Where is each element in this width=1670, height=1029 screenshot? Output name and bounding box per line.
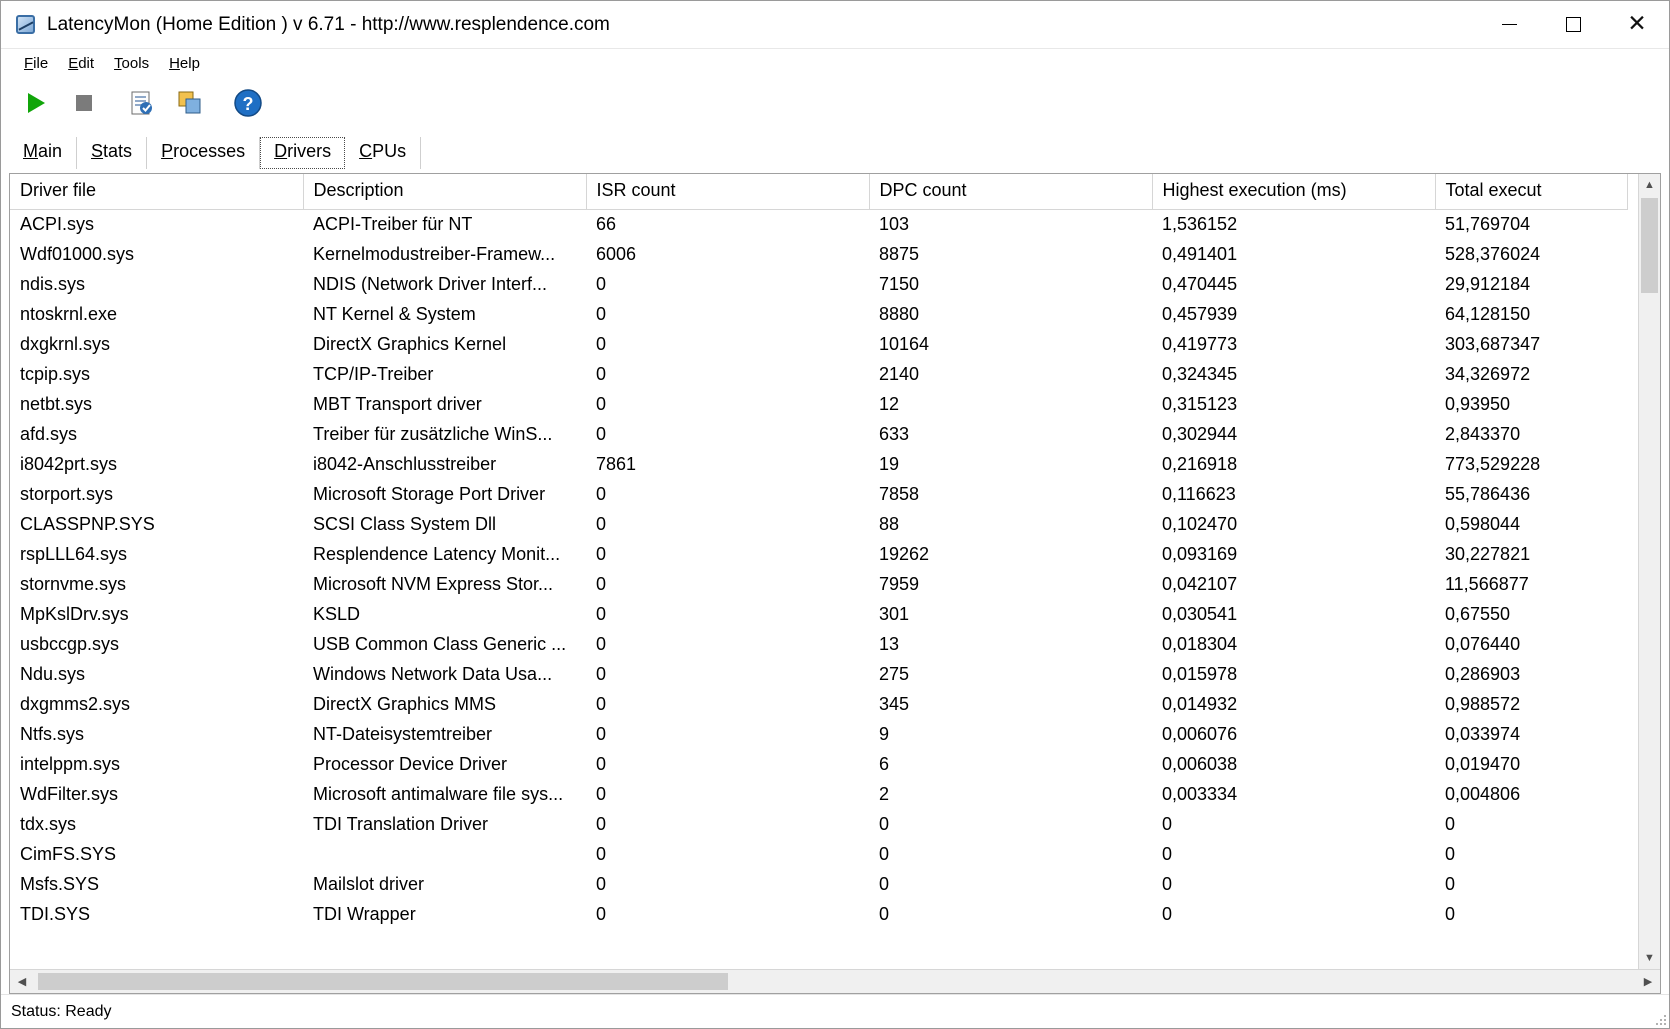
- drivers-table-viewport[interactable]: [10, 174, 1638, 969]
- table-cell: ntoskrnl.exe: [20, 303, 118, 324]
- table-cell: SCSI Class System Dll: [313, 513, 497, 534]
- latencymon-icon: [15, 14, 37, 36]
- table-cell: Ndu.sys: [20, 663, 86, 684]
- table-cell: 0: [596, 723, 607, 744]
- table-cell: Resplendence Latency Monit...: [313, 543, 561, 564]
- column-header-driver-file[interactable]: Driver file: [10, 174, 303, 209]
- table-cell: tdx.sys: [20, 813, 77, 834]
- table-cell: 0: [596, 513, 607, 534]
- table-cell: 633: [879, 423, 910, 444]
- table-cell: 0: [596, 663, 607, 684]
- table-cell: 0: [596, 363, 607, 384]
- table-cell: Microsoft Storage Port Driver: [313, 483, 546, 504]
- table-cell: 19262: [879, 543, 930, 564]
- table-cell: 0,216918: [1162, 453, 1238, 474]
- table-cell: 0,019470: [1445, 753, 1521, 774]
- table-cell: intelppm.sys: [20, 753, 121, 774]
- table-cell: tcpip.sys: [20, 363, 91, 384]
- table-cell: TDI Translation Driver: [313, 813, 489, 834]
- table-cell: netbt.sys: [20, 393, 93, 414]
- table-cell: 8875: [879, 243, 920, 264]
- table-cell: 0: [596, 873, 607, 894]
- table-cell: Microsoft NVM Express Stor...: [313, 573, 554, 594]
- stop-icon: [76, 95, 92, 111]
- table-cell: Kernelmodustreiber-Framew...: [313, 243, 556, 264]
- table-cell: 0,033974: [1445, 723, 1521, 744]
- table-cell: dxgkrnl.sys: [20, 333, 111, 354]
- table-cell: 0: [596, 543, 607, 564]
- table-row[interactable]: [10, 539, 1627, 569]
- table-cell: 12: [879, 393, 900, 414]
- scroll-down-button[interactable]: ▼: [1639, 947, 1660, 969]
- vertical-scroll-track[interactable]: [1639, 196, 1660, 947]
- table-cell: 0: [596, 303, 607, 324]
- table-cell: usbccgp.sys: [20, 633, 120, 654]
- table-cell: i8042-Anschlusstreiber: [313, 453, 497, 474]
- table-cell: 0: [596, 603, 607, 624]
- table-cell: 34,326972: [1445, 363, 1531, 384]
- vertical-scroll-thumb[interactable]: [1641, 198, 1658, 293]
- table-cell: 275: [879, 663, 910, 684]
- tab-drivers[interactable]: Drivers: [260, 137, 345, 169]
- table-cell: 0: [596, 813, 607, 834]
- table-cell: ndis.sys: [20, 273, 86, 294]
- table-cell: 0: [596, 273, 607, 294]
- tab-processes[interactable]: Processes: [147, 137, 260, 169]
- table-cell: afd.sys: [20, 423, 78, 444]
- table-cell: 0: [596, 693, 607, 714]
- table-cell: 0,324345: [1162, 363, 1238, 384]
- table-cell: 0,003334: [1162, 783, 1238, 804]
- table-row[interactable]: [10, 209, 1627, 239]
- table-cell: 0: [879, 813, 890, 834]
- table-cell: 2: [879, 783, 890, 804]
- scroll-up-button[interactable]: ▲: [1639, 174, 1660, 196]
- horizontal-scroll-track[interactable]: [34, 970, 1636, 993]
- table-row[interactable]: [10, 359, 1627, 389]
- table-cell: 7959: [879, 573, 920, 594]
- table-cell: WdFilter.sys: [20, 783, 119, 804]
- table-cell: 0: [596, 633, 607, 654]
- table-cell: 2,843370: [1445, 423, 1521, 444]
- help-button[interactable]: [227, 82, 269, 124]
- table-cell: 345: [879, 693, 910, 714]
- table-cell: 0,014932: [1162, 693, 1238, 714]
- table-header-row: [10, 174, 1627, 209]
- table-cell: 0: [1162, 903, 1173, 924]
- table-row[interactable]: [10, 509, 1627, 539]
- table-cell: 0,302944: [1162, 423, 1238, 444]
- help-icon: [232, 87, 264, 119]
- table-cell: 7861: [596, 453, 637, 474]
- table-cell: [303, 839, 586, 869]
- table-cell: stornvme.sys: [20, 573, 127, 594]
- stop-monitoring-button[interactable]: [63, 82, 105, 124]
- table-cell: NT-Dateisystemtreiber: [313, 723, 493, 744]
- table-cell: 51,769704: [1445, 213, 1531, 234]
- table-cell: 0,018304: [1162, 633, 1238, 654]
- table-cell: 11,566877: [1445, 573, 1529, 594]
- table-cell: NT Kernel & System: [313, 303, 476, 324]
- table-cell: 0: [596, 843, 607, 864]
- table-cell: Mailslot driver: [313, 873, 425, 894]
- table-cell: TDI Wrapper: [313, 903, 416, 924]
- copy-button[interactable]: [169, 82, 211, 124]
- table-row[interactable]: [10, 689, 1627, 719]
- table-cell: 7858: [879, 483, 920, 504]
- window-controls: [1477, 1, 1669, 48]
- table-row[interactable]: [10, 239, 1627, 269]
- table-cell: NDIS (Network Driver Interf...: [313, 273, 548, 294]
- table-cell: 0,102470: [1162, 513, 1238, 534]
- table-row[interactable]: [10, 719, 1627, 749]
- table-row[interactable]: [10, 749, 1627, 779]
- table-cell: Wdf01000.sys: [20, 243, 135, 264]
- table-cell: 0,042107: [1162, 573, 1238, 594]
- table-cell: 13: [879, 633, 900, 654]
- table-row[interactable]: [10, 869, 1627, 899]
- table-cell: MBT Transport driver: [313, 393, 482, 414]
- table-cell: 55,786436: [1445, 483, 1531, 504]
- drivers-table-panel: [9, 173, 1661, 994]
- table-cell: 6: [879, 753, 890, 774]
- table-cell: KSLD: [313, 603, 361, 624]
- table-cell: 0,015978: [1162, 663, 1238, 684]
- minimize-button[interactable]: [1477, 1, 1541, 48]
- table-cell: 0: [1445, 843, 1456, 864]
- table-row[interactable]: [10, 779, 1627, 809]
- table-cell: rspLLL64.sys: [20, 543, 128, 564]
- table-row[interactable]: [10, 419, 1627, 449]
- table-cell: Microsoft antimalware file sys...: [313, 783, 564, 804]
- column-header-dpc-count[interactable]: DPC count: [869, 174, 1152, 209]
- copy-icon: [175, 88, 205, 118]
- table-cell: 0: [879, 873, 890, 894]
- table-cell: DirectX Graphics Kernel: [313, 333, 507, 354]
- table-cell: Ntfs.sys: [20, 723, 85, 744]
- table-row[interactable]: [10, 569, 1627, 599]
- table-cell: Windows Network Data Usa...: [313, 663, 553, 684]
- table-cell: 103: [879, 213, 910, 234]
- table-cell: 30,227821: [1445, 543, 1531, 564]
- table-cell: 0,286903: [1445, 663, 1521, 684]
- table-cell: 2140: [879, 363, 920, 384]
- scroll-right-button[interactable]: ▶: [1643, 976, 1653, 988]
- report-button[interactable]: [121, 82, 163, 124]
- maximize-button[interactable]: [1541, 1, 1605, 48]
- table-cell: 0,006038: [1162, 753, 1238, 774]
- table-row[interactable]: [10, 299, 1627, 329]
- table-cell: 7150: [879, 273, 920, 294]
- tab-main[interactable]: Main: [9, 137, 77, 169]
- close-button[interactable]: ✕: [1627, 11, 1647, 37]
- table-cell: 29,912184: [1445, 273, 1531, 294]
- table-cell: 0,419773: [1162, 333, 1238, 354]
- table-cell: 0,470445: [1162, 273, 1238, 294]
- table-cell: Treiber für zusätzliche WinS...: [313, 423, 553, 444]
- scroll-left-button[interactable]: ◀: [17, 976, 27, 988]
- table-cell: 0: [596, 573, 607, 594]
- table-row[interactable]: [10, 809, 1627, 839]
- table-cell: 0: [879, 903, 890, 924]
- menu-item-tools[interactable]: Tools: [114, 54, 150, 72]
- menu-item-help[interactable]: Help: [169, 54, 200, 72]
- column-header-description[interactable]: Description: [303, 174, 586, 209]
- table-cell: CimFS.SYS: [20, 843, 117, 864]
- table-cell: Processor Device Driver: [313, 753, 508, 774]
- table-cell: CLASSPNP.SYS: [20, 513, 155, 534]
- table-cell: 0,004806: [1445, 783, 1521, 804]
- table-row[interactable]: [10, 599, 1627, 629]
- menu-bar: [1, 49, 1669, 77]
- table-cell: 0,030541: [1162, 603, 1238, 624]
- table-cell: 0,076440: [1445, 633, 1521, 654]
- table-cell: 0,93950: [1445, 393, 1511, 414]
- horizontal-scroll-thumb[interactable]: [38, 973, 728, 990]
- table-row[interactable]: [10, 449, 1627, 479]
- resize-grip-icon[interactable]: [1653, 1012, 1667, 1026]
- svg-text:?: ?: [242, 93, 254, 114]
- table-cell: 6006: [596, 243, 637, 264]
- table-cell: 0: [1445, 813, 1456, 834]
- table-row[interactable]: [10, 269, 1627, 299]
- table-cell: Msfs.SYS: [20, 873, 100, 894]
- tab-cpus[interactable]: CPUs: [345, 137, 421, 169]
- table-cell: 0: [596, 483, 607, 504]
- table-cell: DirectX Graphics MMS: [313, 693, 497, 714]
- table-cell: 0: [596, 393, 607, 414]
- toolbar: [1, 77, 1669, 129]
- vertical-scrollbar[interactable]: [1638, 174, 1660, 969]
- tab-stats[interactable]: Stats: [77, 137, 147, 169]
- table-cell: 0: [596, 783, 607, 804]
- table-cell: USB Common Class Generic ...: [313, 633, 567, 654]
- table-cell: 0,598044: [1445, 513, 1521, 534]
- table-cell: 773,529228: [1445, 453, 1541, 474]
- menu-item-file[interactable]: File: [24, 54, 49, 72]
- table-cell: 8880: [879, 303, 920, 324]
- table-row[interactable]: [10, 839, 1627, 869]
- table-cell: 0: [1162, 843, 1173, 864]
- table-cell: 0: [1445, 873, 1456, 894]
- table-cell: 0: [596, 753, 607, 774]
- title-bar: [1, 1, 1669, 49]
- table-cell: 0: [1162, 813, 1173, 834]
- table-cell: TDI.SYS: [20, 903, 91, 924]
- table-cell: 0,457939: [1162, 303, 1238, 324]
- table-cell: dxgmms2.sys: [20, 693, 131, 714]
- table-cell: MpKslDrv.sys: [20, 603, 129, 624]
- table-row[interactable]: [10, 629, 1627, 659]
- table-cell: TCP/IP-Treiber: [313, 363, 434, 384]
- table-cell: 1,536152: [1162, 213, 1238, 234]
- table-cell: 0,093169: [1162, 543, 1238, 564]
- table-cell: 88: [879, 513, 900, 534]
- status-text: Status: Ready: [11, 1002, 112, 1020]
- table-cell: 0: [596, 903, 607, 924]
- report-icon: [127, 88, 157, 118]
- table-cell: 19: [879, 453, 900, 474]
- table-cell: 0,116623: [1162, 483, 1236, 504]
- play-icon: [28, 93, 45, 113]
- table-cell: i8042prt.sys: [20, 453, 118, 474]
- table-row[interactable]: [10, 329, 1627, 359]
- table-cell: 66: [596, 213, 617, 234]
- table-row[interactable]: [10, 479, 1627, 509]
- table-cell: 0: [596, 423, 607, 444]
- table-row[interactable]: [10, 899, 1627, 929]
- table-cell: 64,128150: [1445, 303, 1531, 324]
- table-cell: 0: [1162, 873, 1173, 894]
- table-row[interactable]: [10, 389, 1627, 419]
- table-cell: 303,687347: [1445, 333, 1541, 354]
- table-cell: 528,376024: [1445, 243, 1541, 264]
- table-cell: 0: [879, 843, 890, 864]
- table-cell: storport.sys: [20, 483, 114, 504]
- table-cell: 0,67550: [1445, 603, 1511, 624]
- menu-item-edit[interactable]: Edit: [68, 54, 95, 72]
- table-cell: 0,006076: [1162, 723, 1238, 744]
- table-cell: 9: [879, 723, 890, 744]
- table-cell: ACPI-Treiber für NT: [313, 213, 473, 234]
- table-cell: 301: [879, 603, 910, 624]
- tab-bar: [1, 129, 1669, 169]
- start-monitoring-button[interactable]: [15, 82, 57, 124]
- status-bar: [1, 994, 1669, 1028]
- table-row[interactable]: [10, 659, 1627, 689]
- column-header-total-execution[interactable]: Total execut: [1435, 174, 1627, 209]
- horizontal-scrollbar[interactable]: [10, 969, 1660, 993]
- table-cell: 0,988572: [1445, 693, 1521, 714]
- window-title: LatencyMon (Home Edition ) v 6.71 - http://www.resplendence.com: [47, 13, 610, 35]
- table-cell: 10164: [879, 333, 930, 354]
- column-header-isr-count[interactable]: ISR count: [586, 174, 869, 209]
- column-header-highest-execution[interactable]: Highest execution (ms): [1152, 174, 1435, 209]
- table-cell: 0: [596, 333, 607, 354]
- table-cell: 0: [1445, 903, 1456, 924]
- table-cell: 0,315123: [1162, 393, 1238, 414]
- table-cell: ACPI.sys: [20, 213, 95, 234]
- drivers-table: [10, 174, 1628, 929]
- table-cell: 0,491401: [1162, 243, 1238, 264]
